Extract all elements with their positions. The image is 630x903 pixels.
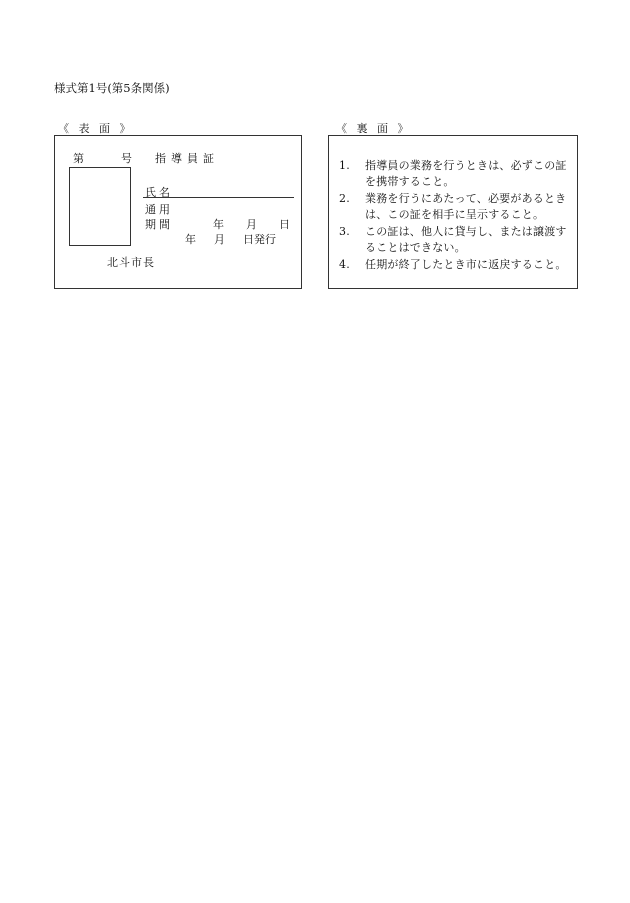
validity-year: 年 — [213, 218, 224, 231]
photo-box — [69, 167, 131, 246]
front-side-label: 《 表 面 》 — [58, 122, 134, 135]
name-underline — [143, 197, 294, 198]
back-side-label: 《 裏 面 》 — [336, 122, 412, 135]
issue-month: 月 — [214, 233, 225, 246]
issue-date — [185, 231, 276, 247]
card-title: 指導員証 — [155, 152, 219, 165]
list-item — [339, 257, 577, 273]
rule-number: 1. — [339, 159, 350, 172]
list-item — [339, 158, 577, 189]
number-suffix: 号 — [121, 152, 132, 165]
validity-month: 月 — [246, 218, 257, 231]
card-front — [54, 135, 302, 289]
name-label: 氏名 — [145, 186, 173, 199]
rule-number: 4. — [339, 258, 350, 271]
rule-number: 2. — [339, 192, 350, 205]
validity-day: 日 — [279, 218, 290, 231]
rule-text: 業務を行うにあたって、必要があるときは、この証を相手に呈示すること。 — [365, 192, 567, 221]
rule-text: 任期が終了したとき市に返戻すること。 — [365, 258, 567, 271]
issuer: 北斗市長 — [107, 256, 155, 269]
issue-year: 年 — [185, 233, 196, 246]
number-prefix: 第 — [73, 152, 84, 165]
rule-text: 指導員の業務を行うときは、必ずこの証を携帯すること。 — [365, 159, 567, 188]
list-item — [339, 191, 577, 222]
list-item — [339, 224, 577, 255]
validity-label-line2: 期間 — [145, 218, 173, 231]
rule-text: この証は、他人に貸与し、または譲渡することはできない。 — [365, 225, 567, 254]
rules-list — [339, 158, 577, 275]
card-back — [328, 135, 578, 289]
rule-number: 3. — [339, 225, 350, 238]
validity-label-line1: 通用 — [145, 203, 173, 216]
document-title: 様式第1号(第5条関係) — [54, 81, 170, 95]
validity-date — [213, 216, 290, 232]
issue-day: 日発行 — [243, 233, 276, 246]
